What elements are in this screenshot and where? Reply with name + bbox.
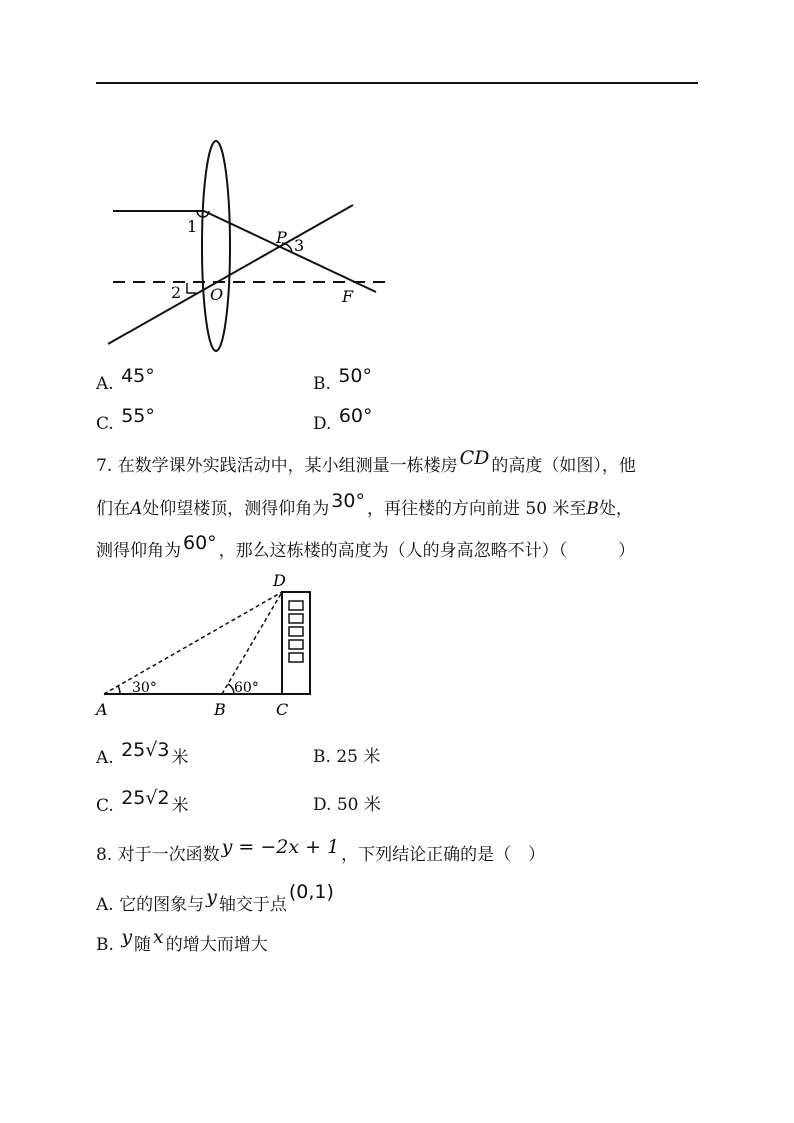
label-O: O (210, 285, 224, 304)
q7-option-c-unit: 米 (171, 796, 189, 816)
q7-line-3 (96, 532, 636, 562)
angle-a-arc (118, 686, 120, 694)
q8-text: 随 (134, 935, 152, 955)
label-A: A (96, 700, 108, 719)
q6-option-a-value: 45° (121, 365, 155, 387)
q6-option-b-value: 50° (338, 365, 372, 387)
q7-option-a-value: 25√3 (121, 739, 170, 761)
q7-option-a-unit: 米 (171, 748, 189, 768)
q7-option-d-letter: D. (313, 795, 332, 815)
q8-var-y: y (121, 926, 133, 948)
q7-math-30: 30° (331, 490, 365, 512)
q7-option-c-letter: C. (96, 796, 114, 816)
label-3: 3 (294, 236, 305, 255)
label-P: P (276, 228, 287, 247)
q6-option-a (96, 365, 157, 395)
label-D: D (273, 571, 286, 590)
q6-option-b-letter: B. (313, 374, 331, 394)
label-angle-30: 30° (132, 680, 157, 696)
q7-text: 7. 在数学课外实践活动中，某小组测量一栋楼房 (96, 456, 458, 476)
q8-text: ，下列结论正确的是（ ） (341, 845, 546, 865)
q7-option-b-value: 25 米 (336, 747, 381, 767)
q7-option-c (96, 787, 189, 817)
q7-var-a: A (130, 499, 143, 519)
q8-text: 8. 对于一次函数 (96, 845, 220, 865)
q8-stem (96, 836, 546, 866)
q7-line-1 (96, 447, 636, 477)
angle2-arc (187, 283, 196, 293)
q6-option-d-letter: D. (313, 414, 332, 434)
q6-option-c-letter: C. (96, 414, 114, 434)
q8-text: B. (96, 935, 114, 955)
q7-var-b: B (586, 499, 599, 519)
q7-option-d (313, 794, 381, 816)
q7-text: 们在 (96, 499, 130, 519)
window (289, 640, 303, 649)
q7-text: ，那么这栋楼的高度为（人的身高忽略不计）（ ） (218, 541, 636, 561)
building (282, 592, 310, 694)
label-1: 1 (187, 217, 198, 236)
q8-text: 的增大而增大 (165, 935, 268, 955)
q6-option-a-letter: A. (96, 374, 114, 394)
window (289, 653, 303, 662)
q8-option-b (96, 926, 268, 956)
label-angle-60: 60° (234, 680, 259, 696)
q6-option-c-value: 55° (121, 405, 155, 427)
q8-text: 轴交于点 (218, 895, 287, 915)
q7-option-b-letter: B. (313, 747, 331, 767)
q6-option-d-value: 60° (338, 405, 373, 427)
q7-option-a-letter: A. (96, 748, 114, 768)
q8-text: A. 它的图象与 (96, 895, 205, 915)
q8-var-y: y (206, 886, 217, 908)
q6-option-d (313, 405, 375, 435)
q7-option-b (313, 746, 380, 768)
q7-math-60: 60° (183, 532, 217, 554)
lens-ellipse (202, 141, 230, 351)
q8-var-x: x (153, 926, 164, 948)
q7-option-d-value: 50 米 (336, 795, 381, 815)
q8-option-a (96, 881, 336, 916)
q7-text: ，再往楼的方向前进 50 米至 (366, 499, 587, 519)
lens-figure (100, 135, 400, 360)
q6-option-b (313, 365, 374, 395)
q7-option-c-value: 25√2 (121, 787, 170, 809)
sightline-b (222, 592, 282, 694)
window (289, 601, 303, 610)
building-figure (90, 570, 330, 720)
q7-text: 测得仰角为 (96, 541, 181, 561)
q7-line-2 (96, 490, 633, 520)
q8-math-point: (0,1) (288, 881, 334, 903)
top-rule (96, 82, 698, 84)
q6-option-c (96, 405, 157, 435)
q7-math-cd: CD (459, 447, 490, 469)
q7-option-a (96, 739, 189, 769)
sightline-a (104, 592, 282, 694)
q7-text: 的高度（如图），他 (491, 456, 636, 476)
label-2: 2 (171, 283, 182, 302)
q8-math-function: y = −2x + 1 (221, 836, 340, 858)
window (289, 627, 303, 636)
q7-text: 处， (598, 499, 633, 519)
window (289, 614, 303, 623)
label-C: C (276, 700, 289, 719)
label-B: B (214, 700, 226, 719)
label-F: F (342, 287, 354, 306)
q7-text: 处仰望楼顶，测得仰角为 (142, 499, 330, 519)
